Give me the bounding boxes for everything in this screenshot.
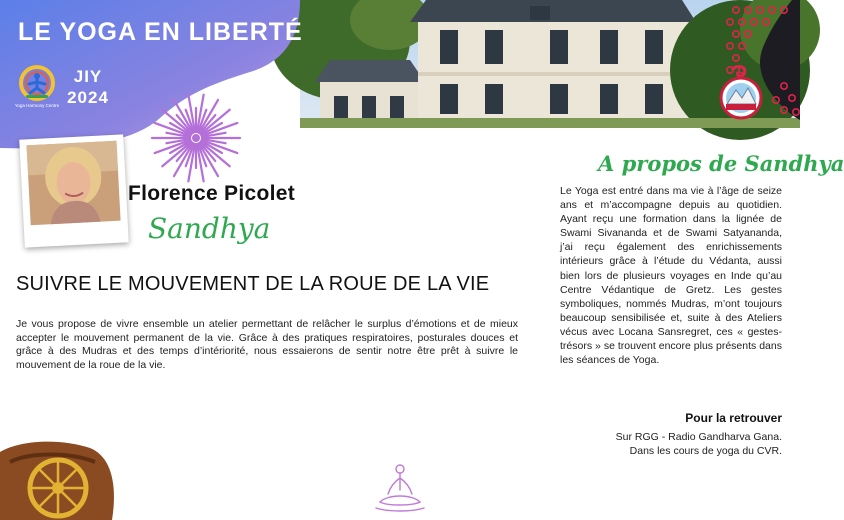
logo-caption: Yoga Harmony Centre: [14, 103, 60, 108]
speaker-name: Florence Picolet: [128, 182, 296, 205]
session-description: Je vous propose de vivre ensemble un atelier permettant de relâcher le surplus d’émotions et de mieux accepter le mouvement permanent de la vie. Grâce à des pratiques respiratoires, posturales douces et grâce à des Mudras et des temps d’intériorité, nous essaierons de sentir notre être prêt à suivre le mouvement de la roue de la vie.: [16, 318, 518, 371]
event-year: 2024: [67, 88, 109, 107]
dharma-wheel-image: [0, 432, 120, 520]
meditating-figure-logo: [14, 64, 60, 110]
profile-photo: [19, 134, 129, 247]
list-item: Sur RGG - Radio Gandharva Gana.: [615, 431, 782, 443]
list-item: Dans les cours de yoga du CVR.: [629, 445, 782, 457]
portrait-image: [27, 141, 121, 226]
lotus-meditation-icon: [372, 460, 428, 516]
event-label: [64, 66, 112, 108]
about-heading: A propos de Sandhya: [598, 151, 844, 176]
find-me-heading: Pour la retrouver: [685, 411, 782, 425]
find-me-list: [540, 430, 782, 458]
event-name: JIY: [73, 67, 103, 86]
spiritual-name: Sandhya: [148, 212, 271, 245]
starburst-icon: [150, 92, 242, 184]
about-text: Le Yoga est entré dans ma vie à l’âge de seize ans et m’accompagne depuis au quotidien. Ayant reçu une formation dans la lignée de Swami Sivananda et de Swami Satyananda, j’ai reçu également des enrichissements intérieurs grâce à l’étude du Védanta, aussi bien lors de plusieurs voyages en Inde qu’au Centre Védantique de Gretz. Les gestes symboliques, nommés Mudras, m’ont toujours beaucoup sensibilisée et, suite à des Ateliers vécus avec Locana Sansregret, ces « gestes-trésors » se trouvent encore plus présents dans les séances de Yoga.: [560, 185, 782, 367]
page-title: LE YOGA EN LIBERTÉ: [18, 18, 303, 46]
mountain-seal-logo: [718, 64, 764, 122]
session-title: SUIVRE LE MOUVEMENT DE LA ROUE DE LA VIE: [16, 273, 490, 295]
